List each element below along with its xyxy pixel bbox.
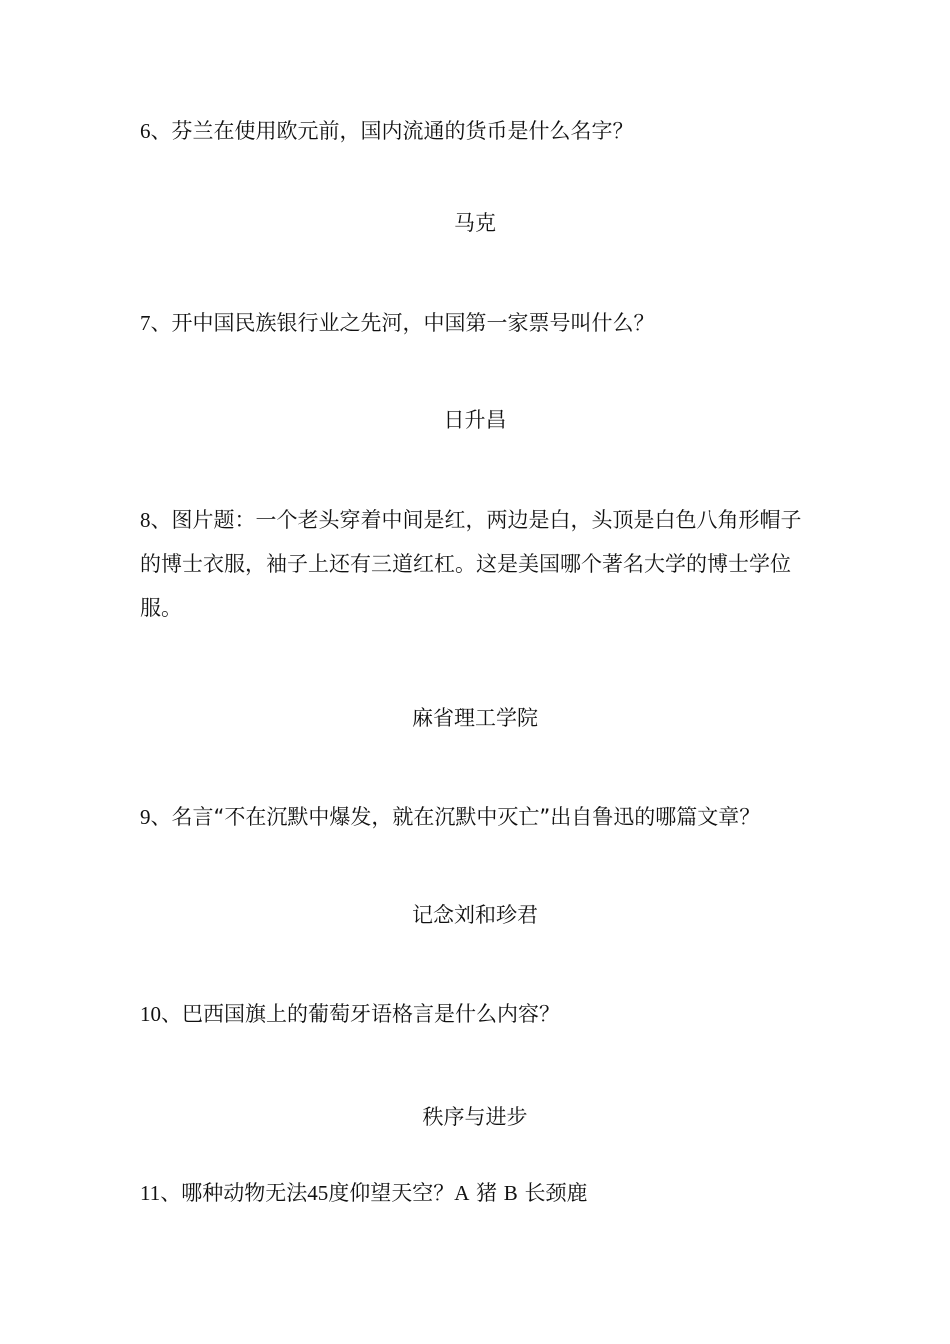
answer-6: 马克 [454,211,496,235]
option-a-label: A [454,1181,470,1205]
answer-7: 日升昌 [443,408,507,432]
question-number: 8、 [140,508,172,532]
question-text: 名言“不在沉默中爆发，就在沉默中灭亡”出自鲁迅的哪篇文章？ [171,805,761,829]
question-11 [140,1171,812,1215]
answer-8: 麻省理工学院 [412,706,538,730]
question-8 [140,498,812,630]
question-7 [140,301,812,345]
question-text-part: 45 [307,1181,329,1205]
question-text-part: 哪种动物无法 [181,1181,308,1205]
answer-9: 记念刘和珍君 [412,903,538,927]
question-number: 9、 [140,805,172,829]
answer-10: 秩序与进步 [422,1105,528,1129]
question-6 [140,109,812,153]
question-text: 开中国民族银行业之先河，中国第一家票号叫什么？ [171,311,655,335]
question-text: 巴西国旗上的葡萄牙语格言是什么内容？ [182,1002,560,1026]
question-number: 10、 [140,1002,182,1026]
question-text-part: 度仰望天空？ [328,1181,455,1205]
option-b-text: 长颈鹿 [517,1181,588,1205]
question-number: 6、 [140,119,172,143]
question-number: 7、 [140,311,172,335]
option-b-label: B [503,1181,518,1205]
question-number: 11、 [140,1181,182,1205]
question-text: 芬兰在使用欧元前，国内流通的货币是什么名字？ [171,119,634,143]
question-9 [140,795,812,839]
question-10 [140,992,812,1036]
option-a-text: 猪 [469,1181,504,1205]
question-text: 图片题：一个老头穿着中间是红，两边是白，头顶是白色八角形帽子的博士衣服，袖子上还有三道红杠。这是美国哪个著名大学的博士学位服。 [140,508,802,620]
